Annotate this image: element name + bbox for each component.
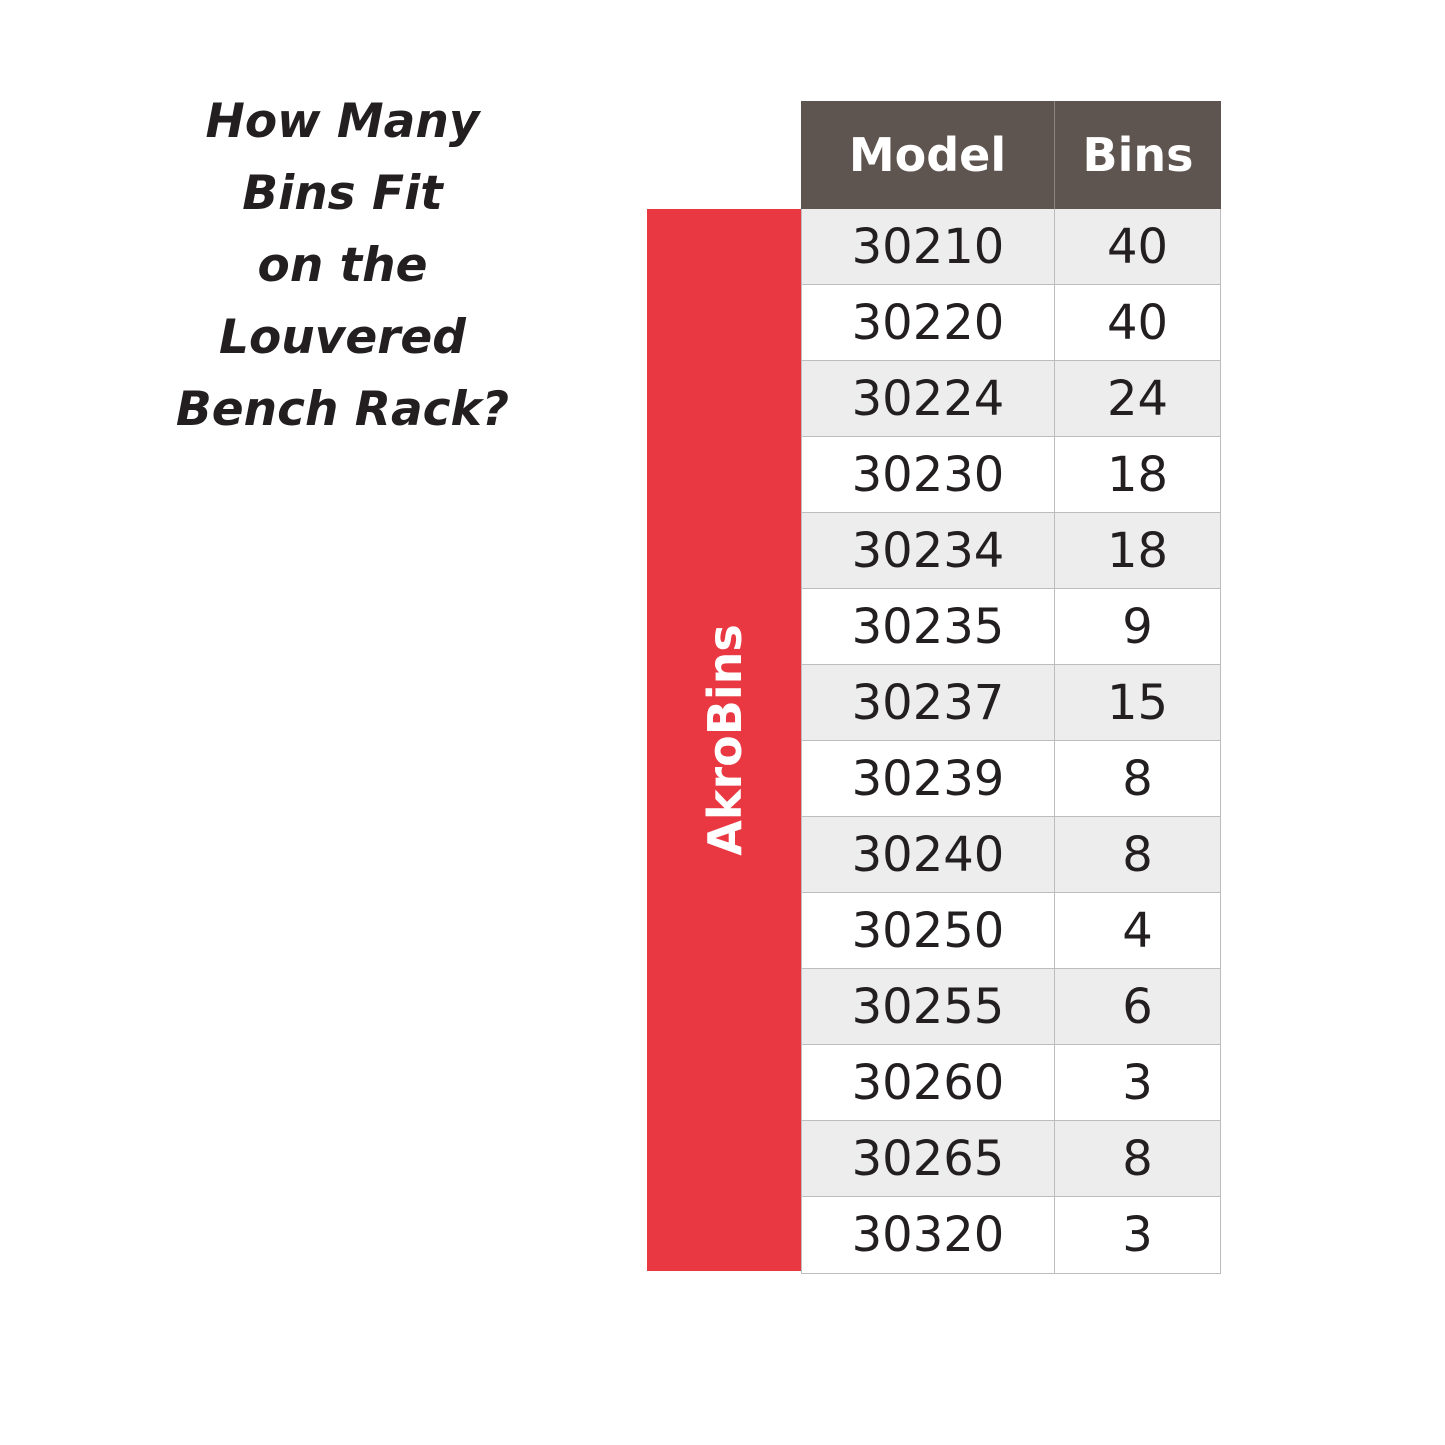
table-header [801,101,1221,209]
table-row [802,513,1220,589]
bins-cell: 8 [1122,750,1153,807]
model-cell: 30265 [802,1121,1055,1196]
bins-cell: 40 [1106,294,1169,351]
bins-cell: 9 [1122,598,1153,655]
model-cell: 30320 [802,1197,1055,1273]
table-row [802,589,1220,665]
table-row [802,1121,1220,1197]
table-row [802,1045,1220,1121]
model-cell: 30239 [802,741,1055,816]
table-row [802,817,1220,893]
table-row [802,361,1220,437]
bins-cell: 18 [1106,446,1169,503]
table-row [802,969,1220,1045]
table-row [802,209,1220,285]
table-row [802,741,1220,817]
bins-cell: 40 [1106,218,1169,275]
bins-cell: 4 [1122,902,1153,959]
model-cell: 30250 [802,893,1055,968]
model-cell: 30260 [802,1045,1055,1120]
bins-cell: 3 [1122,1207,1153,1263]
brand-band [647,209,802,1271]
model-cell: 30234 [802,513,1055,588]
title-line: Bench Rack? [175,382,510,437]
model-cell: 30240 [802,817,1055,892]
bins-cell: 8 [1122,1130,1153,1187]
brand-label: AkroBins [697,624,752,856]
title-line: Bins Fit [242,166,443,221]
table-row [802,285,1220,361]
bins-cell: 24 [1106,370,1169,427]
model-cell: 30235 [802,589,1055,664]
bins-cell: 18 [1106,522,1169,579]
model-cell: 30224 [802,361,1055,436]
page-title [150,86,535,446]
model-cell: 30237 [802,665,1055,740]
model-cell: 30230 [802,437,1055,512]
table-row [802,665,1220,741]
column-header-model: Model [801,101,1055,209]
bins-table [801,101,1221,1274]
table-row [802,1197,1220,1273]
title-line: Louvered [219,310,466,365]
title-line: on the [257,238,428,293]
title-line: How Many [205,94,480,149]
table-body [801,209,1221,1274]
bins-cell: 15 [1106,674,1169,731]
column-header-bins: Bins [1082,128,1194,182]
model-cell: 30255 [802,969,1055,1044]
bins-cell: 3 [1122,1054,1153,1111]
table-row [802,437,1220,513]
table-row [802,893,1220,969]
bins-cell: 8 [1122,826,1153,883]
model-cell: 30210 [802,209,1055,284]
model-cell: 30220 [802,285,1055,360]
bins-cell: 6 [1122,978,1153,1035]
